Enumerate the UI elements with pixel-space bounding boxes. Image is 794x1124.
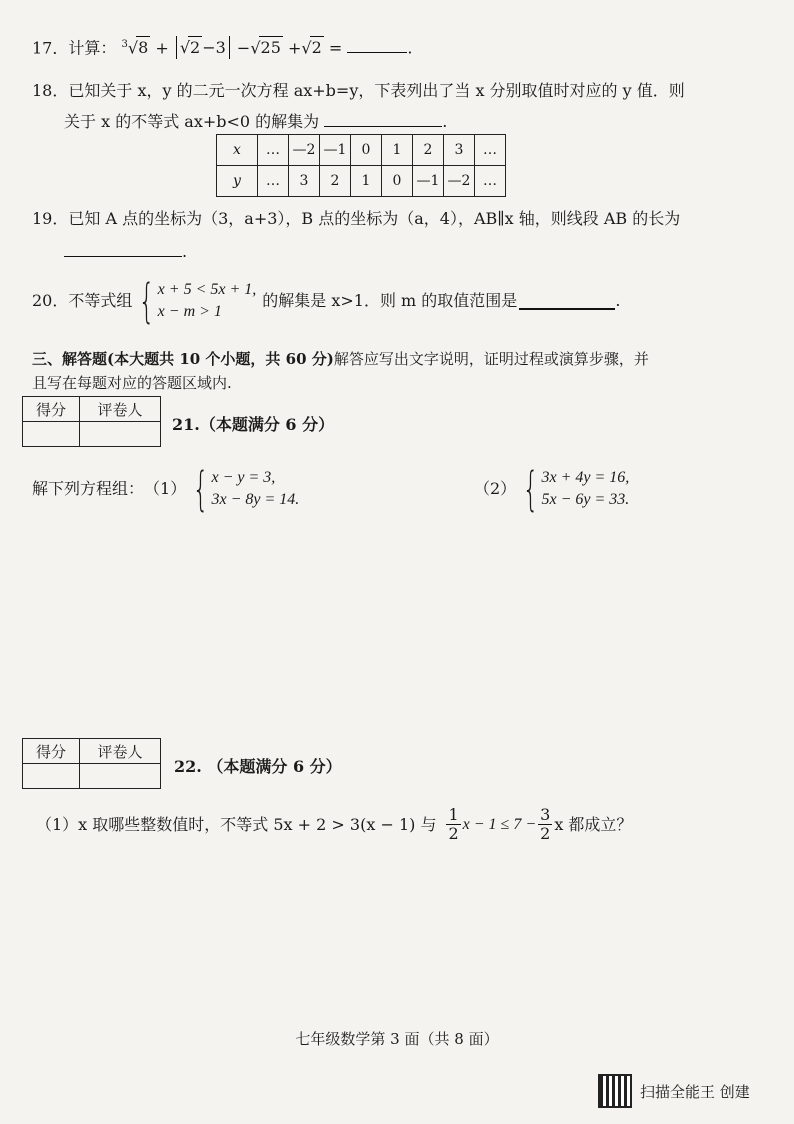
table-cell: 0 (351, 135, 382, 166)
watermark-text: 扫描全能王 创建 (640, 1082, 750, 1101)
grader-label: 评卷人 (80, 397, 161, 422)
section-instructions-2: 且写在每题对应的答题区域内. (32, 374, 232, 392)
left-brace-icon: { (138, 274, 156, 328)
table-cell: 1 (382, 135, 413, 166)
absolute-value-expr (176, 36, 230, 59)
q21-prompt: 解下列方程组： (32, 479, 145, 498)
q21-part2-label: （2） (474, 479, 517, 498)
answer-blank-18[interactable] (324, 110, 442, 127)
q20-end: . (615, 291, 621, 310)
table-cell: —1 (413, 166, 444, 197)
grader-cell[interactable] (80, 422, 161, 447)
table-cell: —1 (320, 135, 351, 166)
minus-3: −3 (202, 38, 226, 58)
answer-blank-20[interactable] (519, 292, 615, 310)
section-3-header (32, 348, 649, 370)
fraction-three-halves (538, 806, 552, 843)
table-cell: 2 (320, 166, 351, 197)
table-cell: … (258, 166, 289, 197)
question-19-line2 (64, 240, 187, 263)
sqrt-symbol: √ (301, 38, 312, 58)
section-3-header-line2 (32, 372, 232, 394)
table-header-x: x (217, 135, 258, 166)
q22-part1-text: （1）x 取哪些整数值时，不等式 5x + 2 > 3(x − 1) 与 (36, 814, 437, 834)
qr-code-icon (598, 1074, 632, 1108)
q21-part1-label: （1） (144, 479, 187, 498)
table-cell: … (475, 135, 506, 166)
left-brace-icon: { (522, 462, 539, 516)
table-header-y: y (217, 166, 258, 197)
table-cell: —2 (289, 135, 320, 166)
answer-blank-19[interactable] (64, 240, 182, 257)
plus-sign: + (155, 38, 169, 58)
question-19-line1 (32, 208, 680, 230)
equation-system-1 (186, 462, 300, 516)
question-20 (32, 274, 621, 328)
grader-label: 评卷人 (80, 739, 161, 764)
scanner-watermark (598, 1074, 750, 1108)
question-17 (32, 34, 412, 59)
q21-system-1 (32, 462, 300, 516)
radicand-2b: 2 (311, 38, 322, 58)
section-instructions: 解答应写出文字说明，证明过程或演算步骤，并 (333, 350, 649, 368)
q20-number: 20． (32, 291, 69, 310)
table-cell: 2 (413, 135, 444, 166)
table-cell: … (258, 135, 289, 166)
section-subtitle: (本大题共 10 个小题，共 60 分) (107, 350, 334, 368)
fraction-denominator: 2 (540, 824, 551, 843)
fraction-numerator: 1 (448, 805, 459, 824)
q18-text-line2: 关于 x 的不等式 ax+b<0 的解集为 (64, 112, 320, 131)
q22-part1 (36, 806, 632, 843)
equation-line: x − y = 3, (211, 469, 276, 486)
q18-end: . (442, 112, 448, 131)
left-brace-icon: { (192, 462, 209, 516)
question-18-line2 (64, 110, 447, 133)
score-cell[interactable] (23, 422, 80, 447)
minus-sign: − (236, 38, 251, 58)
q22-end: x 都成立？ (554, 814, 633, 834)
inequality-system (132, 274, 257, 328)
table-cell: 1 (351, 166, 382, 197)
table-row-y (217, 166, 506, 197)
answer-blank-17[interactable] (347, 36, 407, 53)
table-cell: 0 (382, 166, 413, 197)
equals-sign: = (328, 38, 343, 58)
score-box-22 (22, 738, 161, 789)
fraction-numerator: 3 (540, 805, 551, 824)
sqrt-symbol: √ (179, 38, 191, 58)
equation-line: 5x − 6y = 33. (541, 491, 630, 508)
equation-system-2 (516, 462, 630, 516)
equation-line: 3x + 4y = 16, (541, 469, 630, 486)
table-row-x (217, 135, 506, 166)
score-label: 得分 (23, 739, 80, 764)
inequality-line1: x + 5 < 5x + 1, (157, 281, 257, 298)
grader-cell[interactable] (80, 764, 161, 789)
score-cell[interactable] (23, 764, 80, 789)
radicand-8: 8 (138, 38, 149, 58)
sqrt-symbol: √ (127, 38, 139, 58)
section-title: 三、解答题 (32, 350, 108, 368)
q19-end: . (182, 242, 188, 261)
fraction-one-half (446, 806, 460, 843)
radicand-2: 2 (190, 38, 201, 58)
q17-number: 17． (32, 38, 69, 58)
table-cell: 3 (444, 135, 475, 166)
q19-text: 已知 A 点的坐标为（3，a+3），B 点的坐标为（a，4），AB∥x 轴，则线段 AB 的长为 (68, 209, 681, 228)
sqrt-symbol: √ (250, 38, 261, 58)
table-cell: —2 (444, 166, 475, 197)
score-label: 得分 (23, 397, 80, 422)
q18-number: 18． (32, 81, 69, 100)
table-cell: … (475, 166, 506, 197)
q18-text-line1: 已知关于 x，y 的二元一次方程 ax+b=y，下表列出了当 x 分别取值时对应的 y 值．则 (68, 81, 685, 100)
q19-number: 19． (32, 209, 69, 228)
xy-value-table (216, 134, 506, 197)
score-box-21 (22, 396, 161, 447)
radicand-25: 25 (260, 38, 281, 58)
q22-title: 22. （本题满分 6 分） (174, 757, 342, 776)
q21-title: 21.（本题满分 6 分） (172, 415, 335, 434)
q20-prefix: 不等式组 (68, 291, 133, 310)
plus-sign: + (287, 38, 302, 58)
q17-end: . (407, 38, 413, 58)
q20-suffix: 的解集是 x>1．则 m 的取值范围是 (262, 291, 518, 310)
q17-label: 计算： (68, 38, 117, 58)
fraction-denominator: 2 (448, 824, 459, 843)
cbrt-index: 3 (121, 39, 128, 50)
equation-line: 3x − 8y = 14. (211, 491, 300, 508)
question-18-line1 (32, 80, 685, 102)
table-cell: 3 (289, 166, 320, 197)
page-footer: 七年级数学第 3 面（共 8 面） (295, 1030, 499, 1048)
inequality-line2: x − m > 1 (157, 303, 222, 320)
q21-system-2 (474, 462, 630, 516)
q22-mid-expr: x − 1 ≤ 7 − (462, 815, 537, 833)
